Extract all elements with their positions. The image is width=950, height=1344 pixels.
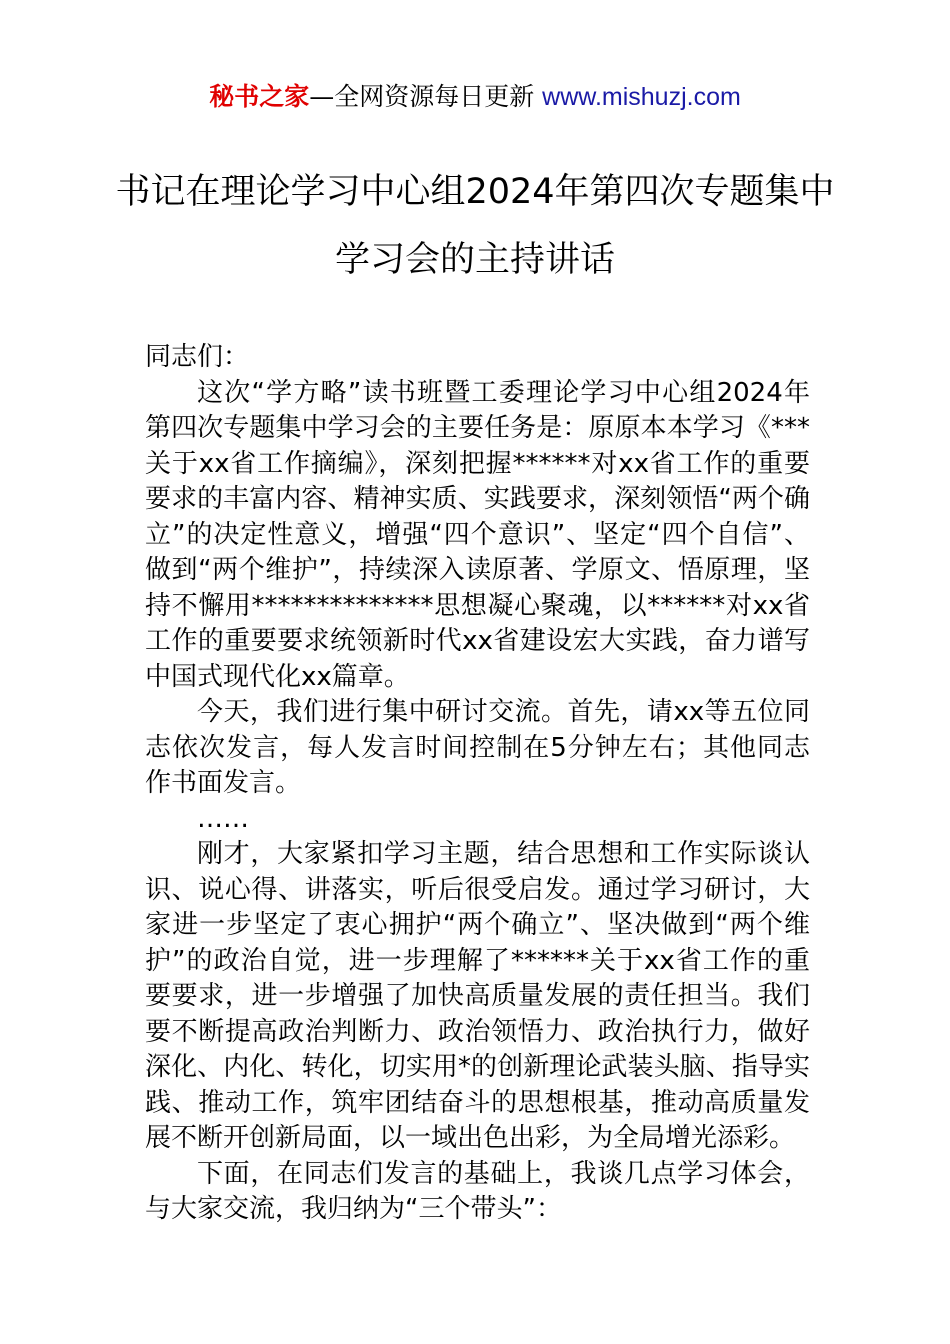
salutation: 同志们：	[145, 342, 250, 372]
site-tagline: —全网资源每日更新	[309, 82, 543, 111]
document-body	[145, 340, 810, 1228]
paragraph: 这次“学方略”读书班暨工委理论学习中心组2024年第四次专题集中学习会的主要任务是：原原本本学习《***关于xx省工作摘编》，深刻把握******对xx省工作的重要要求的丰富内容、精神实质、实践要求，深刻领悟“两个确立”的决定性意义，增强“四个意识”、坚定“四个自信”、做到“两个维护”，持续深入读原著、学原文、悟原理，坚持不懈用**************思想凝心聚魂，以******对xx省工作的重要要求统领新时代xx省建设宏大实践，奋力谱写中国式现代化xx篇章。	[145, 377, 810, 692]
paragraph: 下面，在同志们发言的基础上，我谈几点学习体会，与大家交流，我归纳为“三个带头”：	[145, 1158, 810, 1224]
site-name: 秘书之家	[209, 82, 310, 111]
site-url[interactable]: www.mishuzj.com	[542, 83, 741, 111]
ellipsis-paragraph: ……	[197, 803, 249, 834]
paragraph: 今天，我们进行集中研讨交流。首先，请xx等五位同志依次发言，每人发言时间控制在5分钟左右；其他同志作书面发言。	[145, 697, 810, 798]
paragraph: 刚才，大家紧扣学习主题，结合思想和工作实际谈认识、说心得、讲落实，听后很受启发。通过学习研讨，大家进一步坚定了衷心拥护“两个确立”、坚决做到“两个维护”的政治自觉，进一步理解了******关于xx省工作的重要要求，进一步增强了加快高质量发展的责任担当。我们要不断提高政治判断力、政治领悟力、政治执行力，做好深化、内化、转化，切实用*的创新理论武装头脑、指导实践、推动工作，筑牢团结奋斗的思想根基，推动高质量发展不断开创新局面，以一域出色出彩，为全局增光添彩。	[145, 839, 810, 1153]
document-title: 书记在理论学习中心组2024年第四次专题集中学习会的主持讲话	[115, 172, 835, 280]
site-header	[0, 80, 950, 114]
